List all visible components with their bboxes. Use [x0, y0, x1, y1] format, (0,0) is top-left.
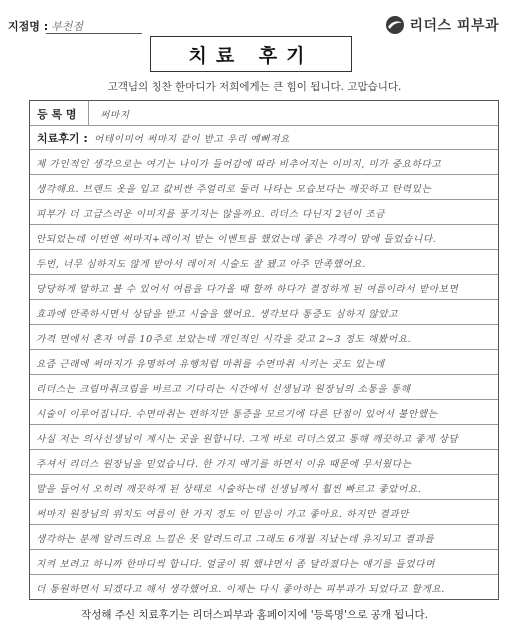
review-line: 지켜 보려고 하니까 한마디씩 합니다. 얼굴이 뭐 했냐면서 좀 달라졌다는 얘기를 들었다며 — [36, 559, 436, 570]
review-line: 제 가인적인 생각으로는 여기는 나이가 들어감에 따라 비추어지는 이미지, 미가 중요하다고 — [36, 159, 442, 170]
thanks-message: 고객님의 칭찬 한마디가 저희에게는 큰 힘이 됩니다. 고맙습니다. — [107, 81, 402, 93]
review-row-1 — [30, 125, 498, 150]
review-row-5 — [30, 224, 498, 250]
review-row-6 — [30, 249, 498, 275]
review-row-18 — [30, 549, 498, 575]
review-line: 가격 면에서 혼자 여름 10주로 보았는데 개인적인 시각을 갖고 2~3 정도 해봤어요. — [36, 334, 412, 345]
review-line: 두번, 너무 심하지도 않게 받아서 레이저 시술도 잘 됐고 아주 만족했어요. — [36, 259, 366, 270]
review-line: 생각하는 분께 알려드려요 느낌은 못 알려드리고 그래도 6개월 지났는데 유지되고 결과를 — [36, 534, 435, 545]
review-line: 어테이미어 써마지 같이 받고 우리 예뻐져요 — [94, 134, 290, 145]
review-row-16 — [30, 499, 498, 525]
branch-value: 부천점 — [51, 20, 83, 33]
review-row-9 — [30, 324, 498, 350]
review-line: 사실 저는 의사선생님이 계시는 곳을 원합니다. 그게 바로 리더스였고 통해 깨끗하고 좋게 상담 — [36, 434, 459, 445]
branch-underline — [46, 33, 142, 34]
footer-notice: 작성해 주신 치료후기는 리더스피부과 홈페이지에 '등록명'으로 공개 됩니다. — [81, 609, 428, 621]
review-label: 치료후기 : — [37, 132, 88, 145]
review-row-7 — [30, 274, 498, 300]
review-row-4 — [30, 199, 498, 225]
review-row-10 — [30, 349, 498, 375]
review-line: 당당하게 말하고 볼 수 있어서 여름을 다가올 때 할까 하다가 결정하게 된 여름이라서 받아보면 — [36, 284, 459, 295]
review-line: 효과에 만족하시면서 상담을 받고 시술을 했어요. 생각보다 통증도 심하지 않았고 — [36, 309, 399, 320]
brand-header — [385, 15, 499, 35]
review-row-19 — [30, 574, 498, 598]
review-line: 써마지 원장님의 위치도 여름이 한 가지 정도 이 믿음이 가고 좋아요. 하지만 결과만 — [36, 509, 410, 520]
review-line: 말을 들어서 오히려 깨끗하게 된 상태로 시술하는데 선생님께서 훨씬 빠르고 좋았어요. — [36, 484, 422, 495]
review-row-17 — [30, 524, 498, 550]
review-row-13 — [30, 424, 498, 450]
brand-name: 리더스 피부과 — [409, 18, 499, 34]
review-row-15 — [30, 474, 498, 500]
review-row-3 — [30, 174, 498, 200]
review-line: 피부가 더 고급스러운 이미지를 풍기지는 않을까요. 리더스 다닌지 2년이 조금 — [36, 209, 386, 220]
name-row — [30, 101, 498, 126]
swoosh-circle-icon — [385, 15, 405, 35]
review-form — [29, 100, 499, 600]
review-row-8 — [30, 299, 498, 325]
review-line: 리더스는 크림마취크림을 바르고 기다리는 시간에서 선생님과 원장님의 소통을 통해 — [36, 384, 411, 395]
review-line: 시술이 이루어집니다. 수면마취는 편하지만 통증을 모르기에 다른 단점이 있어서 불안했는 — [36, 409, 438, 420]
review-row-14 — [30, 449, 498, 475]
review-line: 안되었는데 이번엔 써마지+레이저 받는 이벤트를 했었는데 좋은 가격이 맘에 들었습니다. — [36, 234, 437, 245]
review-line: 주셔서 리더스 원장님을 믿었습니다. 한 가지 얘기를 하면서 이유 때문에 무서웠다는 — [36, 459, 412, 470]
name-label: 등 록 명 — [37, 108, 77, 121]
review-row-12 — [30, 399, 498, 425]
name-divider — [88, 101, 89, 125]
review-line: 요즘 근래에 써마지가 유명하여 유행처럼 마취를 수면마취 시키는 곳도 있는데 — [36, 359, 385, 370]
review-row-11 — [30, 374, 498, 400]
review-line: 더 통원하면서 되겠다고 해서 생각했어요. 이제는 다시 좋아하는 피부과가 되었다고 할게요. — [36, 584, 445, 595]
name-value: 써마지 — [100, 110, 130, 121]
review-row-2 — [30, 149, 498, 175]
page-title: 치료 후기 — [150, 36, 352, 72]
branch-label: 지점명 : — [8, 20, 49, 33]
branch-field — [8, 18, 83, 34]
review-line: 생각해요. 브랜드 옷을 입고 값비싼 주얼리로 둘러 나타는 모습보다는 깨끗하고 탄력있는 — [36, 184, 432, 195]
